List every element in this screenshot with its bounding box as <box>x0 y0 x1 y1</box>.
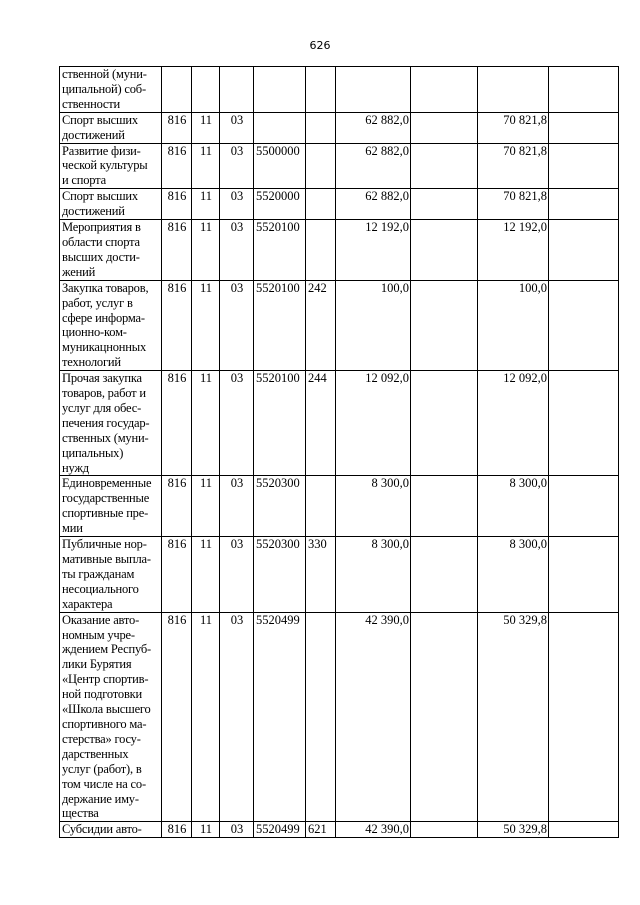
item-name-cell <box>60 280 162 370</box>
section-code-cell: 11 <box>192 189 220 220</box>
amount-year2-extra-cell <box>549 537 619 613</box>
section-code-cell: 11 <box>192 822 220 838</box>
amount-year1-extra-cell <box>411 537 478 613</box>
item-name-line: Закупка товаров, <box>62 280 149 295</box>
section-code-cell: 11 <box>192 612 220 822</box>
item-name-line: том числе на со- <box>62 776 146 791</box>
item-name-line: Субсидии авто- <box>62 822 142 837</box>
item-name-line: ственной (муни- <box>62 67 147 81</box>
ministry-code-cell: 816 <box>162 476 192 537</box>
subsection-code-cell: 03 <box>220 476 254 537</box>
item-name-line: работ, услуг в <box>62 295 133 310</box>
item-name-line: характера <box>62 596 113 611</box>
subsection-code-cell: 03 <box>220 371 254 476</box>
amount-year1-extra-cell <box>411 67 478 113</box>
subsection-code-cell: 03 <box>220 112 254 143</box>
item-name-line: достижений <box>62 204 125 219</box>
section-code-cell: 11 <box>192 371 220 476</box>
subsection-code-cell <box>220 67 254 113</box>
item-name-line: ственных (муни- <box>62 430 149 445</box>
item-name-line: спортивного ма- <box>62 716 147 731</box>
section-code-cell: 11 <box>192 280 220 370</box>
expense-type-cell <box>306 112 336 143</box>
target-article-cell: 5520499 <box>254 612 306 822</box>
item-name-line: стерства» госу- <box>62 731 141 746</box>
amount-year1-extra-cell <box>411 371 478 476</box>
target-article-cell <box>254 112 306 143</box>
expense-type-cell <box>306 143 336 189</box>
amount-year1-extra-cell <box>411 143 478 189</box>
item-name-line: муникацнонных <box>62 340 147 355</box>
item-name-line: номным учре- <box>62 627 135 642</box>
page-number: 626 <box>309 39 331 52</box>
target-article-cell: 5500000 <box>254 143 306 189</box>
item-name-line: «Школа высшего <box>62 702 151 717</box>
amount-year1-extra-cell <box>411 189 478 220</box>
amount-year1-cell: 62 882,0 <box>336 143 411 189</box>
item-name-line: печения государ- <box>62 415 150 430</box>
amount-year1-cell: 8 300,0 <box>336 476 411 537</box>
item-name-line: нужд <box>62 460 89 475</box>
item-name-line: и спорта <box>62 173 106 188</box>
item-name-line: товаров, работ и <box>62 386 146 401</box>
item-name-cell <box>60 67 162 113</box>
item-name-line: высших дости- <box>62 249 140 264</box>
item-name-cell <box>60 112 162 143</box>
target-article-cell <box>254 67 306 113</box>
amount-year2-extra-cell <box>549 220 619 281</box>
amount-year1-cell: 100,0 <box>336 280 411 370</box>
ministry-code-cell: 816 <box>162 189 192 220</box>
amount-year2-cell: 8 300,0 <box>478 537 549 613</box>
ministry-code-cell: 816 <box>162 220 192 281</box>
amount-year1-extra-cell <box>411 280 478 370</box>
subsection-code-cell: 03 <box>220 537 254 613</box>
ministry-code-cell: 816 <box>162 143 192 189</box>
amount-year2-extra-cell <box>549 822 619 838</box>
item-name-line: государственные <box>62 491 150 506</box>
amount-year2-extra-cell <box>549 612 619 822</box>
amount-year1-cell: 42 390,0 <box>336 612 411 822</box>
amount-year1-extra-cell <box>411 220 478 281</box>
target-article-cell: 5520100 <box>254 220 306 281</box>
amount-year2-cell: 70 821,8 <box>478 189 549 220</box>
expense-type-cell <box>306 612 336 822</box>
item-name-line: мии <box>62 521 83 536</box>
item-name-line: ческой культуры <box>62 158 148 173</box>
amount-year1-cell: 42 390,0 <box>336 822 411 838</box>
item-name-line: Единовременные <box>62 476 152 491</box>
expense-type-cell: 242 <box>306 280 336 370</box>
item-name-line: спортивные пре- <box>62 506 149 521</box>
amount-year2-extra-cell <box>549 280 619 370</box>
subsection-code-cell: 03 <box>220 612 254 822</box>
expense-type-cell <box>306 220 336 281</box>
item-name-line: лики Бурятия <box>62 657 132 672</box>
expense-type-cell: 621 <box>306 822 336 838</box>
subsection-code-cell: 03 <box>220 822 254 838</box>
item-name-line: ждением Респуб- <box>62 642 151 657</box>
item-name-line: жений <box>62 264 96 279</box>
item-name-cell <box>60 220 162 281</box>
table-row <box>60 371 619 476</box>
amount-year1-cell <box>336 67 411 113</box>
table-row <box>60 112 619 143</box>
target-article-cell: 5520100 <box>254 371 306 476</box>
amount-year2-extra-cell <box>549 143 619 189</box>
expense-type-cell <box>306 189 336 220</box>
item-name-line: держание иму- <box>62 791 139 806</box>
amount-year2-extra-cell <box>549 371 619 476</box>
section-code-cell: 11 <box>192 537 220 613</box>
amount-year2-extra-cell <box>549 67 619 113</box>
ministry-code-cell: 816 <box>162 112 192 143</box>
amount-year2-extra-cell <box>549 112 619 143</box>
item-name-cell <box>60 143 162 189</box>
ministry-code-cell: 816 <box>162 537 192 613</box>
expense-type-cell <box>306 476 336 537</box>
item-name-line: Публичные нор- <box>62 537 147 552</box>
item-name-line: ционно-ком- <box>62 325 127 340</box>
table-row <box>60 280 619 370</box>
amount-year1-cell: 12 092,0 <box>336 371 411 476</box>
ministry-code-cell: 816 <box>162 822 192 838</box>
amount-year2-cell: 12 192,0 <box>478 220 549 281</box>
item-name-line: мативные выпла- <box>62 552 151 566</box>
item-name-line: дарственных <box>62 746 129 761</box>
item-name-line: ной подготовки <box>62 687 143 702</box>
amount-year1-cell: 8 300,0 <box>336 537 411 613</box>
item-name-line: Развитие физи- <box>62 143 141 158</box>
amount-year2-extra-cell <box>549 189 619 220</box>
subsection-code-cell: 03 <box>220 143 254 189</box>
table-row <box>60 537 619 613</box>
item-name-line: ты гражданам <box>62 566 135 581</box>
item-name-cell <box>60 189 162 220</box>
target-article-cell: 5520000 <box>254 189 306 220</box>
amount-year1-cell: 62 882,0 <box>336 112 411 143</box>
item-name-cell <box>60 612 162 822</box>
item-name-line: услуг (работ), в <box>62 761 142 776</box>
table-row <box>60 612 619 822</box>
target-article-cell: 5520499 <box>254 822 306 838</box>
section-code-cell: 11 <box>192 112 220 143</box>
amount-year2-cell: 50 329,8 <box>478 822 549 838</box>
item-name-line: сфере информа- <box>62 310 145 325</box>
amount-year1-extra-cell <box>411 476 478 537</box>
item-name-line: технологий <box>62 355 121 370</box>
section-code-cell <box>192 67 220 113</box>
item-name-cell <box>60 371 162 476</box>
item-name-line: ственности <box>62 96 121 111</box>
item-name-line: Спорт высших <box>62 189 138 204</box>
section-code-cell: 11 <box>192 143 220 189</box>
amount-year1-cell: 62 882,0 <box>336 189 411 220</box>
item-name-line: услуг для обес- <box>62 400 142 415</box>
table-body <box>60 67 619 838</box>
target-article-cell: 5520100 <box>254 280 306 370</box>
section-code-cell: 11 <box>192 476 220 537</box>
table-row <box>60 143 619 189</box>
item-name-cell <box>60 476 162 537</box>
ministry-code-cell: 816 <box>162 280 192 370</box>
table-row <box>60 67 619 113</box>
table-row <box>60 476 619 537</box>
amount-year2-cell: 70 821,8 <box>478 112 549 143</box>
ministry-code-cell <box>162 67 192 113</box>
subsection-code-cell: 03 <box>220 280 254 370</box>
amount-year2-cell: 12 092,0 <box>478 371 549 476</box>
ministry-code-cell: 816 <box>162 371 192 476</box>
table-row <box>60 189 619 220</box>
expense-type-cell <box>306 67 336 113</box>
ministry-code-cell: 816 <box>162 612 192 822</box>
amount-year2-cell: 70 821,8 <box>478 143 549 189</box>
amount-year1-extra-cell <box>411 612 478 822</box>
item-name-line: Мероприятия в <box>62 220 141 235</box>
item-name-cell <box>60 537 162 613</box>
subsection-code-cell: 03 <box>220 220 254 281</box>
amount-year2-cell: 100,0 <box>478 280 549 370</box>
item-name-line: ципальных) <box>62 445 124 460</box>
amount-year2-extra-cell <box>549 476 619 537</box>
expense-type-cell: 330 <box>306 537 336 613</box>
item-name-line: Спорт высших <box>62 112 138 127</box>
item-name-line: Прочая закупка <box>62 371 142 386</box>
expense-type-cell: 244 <box>306 371 336 476</box>
item-name-line: «Центр спортив- <box>62 672 149 687</box>
amount-year2-cell: 50 329,8 <box>478 612 549 822</box>
amount-year1-extra-cell <box>411 822 478 838</box>
item-name-line: Оказание авто- <box>62 612 140 627</box>
item-name-line: достижений <box>62 127 125 142</box>
target-article-cell: 5520300 <box>254 476 306 537</box>
section-code-cell: 11 <box>192 220 220 281</box>
budget-table <box>59 66 619 838</box>
item-name-line: области спорта <box>62 234 140 249</box>
table-row <box>60 220 619 281</box>
table-row <box>60 822 619 838</box>
item-name-line: несоциального <box>62 581 139 596</box>
amount-year1-cell: 12 192,0 <box>336 220 411 281</box>
amount-year1-extra-cell <box>411 112 478 143</box>
subsection-code-cell: 03 <box>220 189 254 220</box>
item-name-cell <box>60 822 162 838</box>
amount-year2-cell: 8 300,0 <box>478 476 549 537</box>
item-name-line: ципальной) соб- <box>62 81 146 96</box>
target-article-cell: 5520300 <box>254 537 306 613</box>
amount-year2-cell <box>478 67 549 113</box>
item-name-line: щества <box>62 806 99 821</box>
